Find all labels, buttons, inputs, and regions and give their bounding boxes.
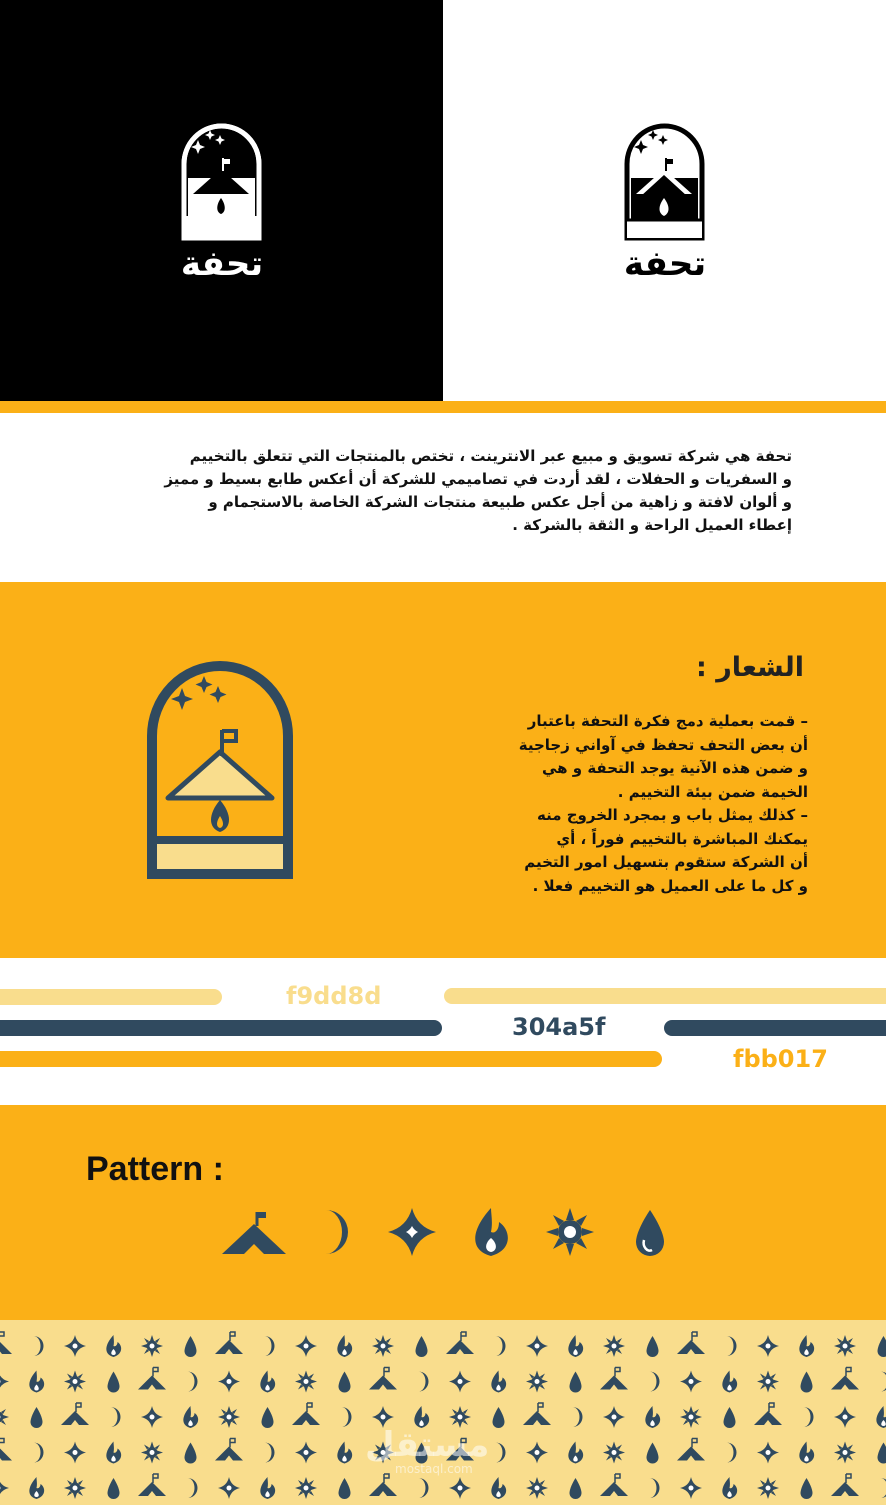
pattern-crescent-moon-icon (881, 1372, 886, 1392)
pattern-sun-icon (141, 1442, 163, 1464)
pattern-sparkle-star-icon (680, 1371, 702, 1393)
pattern-water-drop-icon (108, 1478, 120, 1499)
pattern-sun-icon (680, 1406, 702, 1428)
pattern-sparkle-star-icon (0, 1477, 9, 1499)
pattern-flame-icon (568, 1335, 583, 1357)
color-swatch-navy-right (664, 1020, 886, 1036)
pattern-sun-icon (141, 1335, 163, 1357)
water-drop-icon (636, 1210, 664, 1256)
brand-wordmark-black: تحفة (623, 244, 707, 284)
pattern-water-drop-icon (31, 1407, 43, 1428)
pattern-crescent-moon-icon (804, 1407, 814, 1427)
pattern-flame-icon (337, 1335, 352, 1357)
pattern-crescent-moon-icon (342, 1407, 352, 1427)
pattern-crescent-moon-icon (727, 1443, 737, 1463)
pattern-flame-icon (337, 1442, 352, 1464)
pattern-flame-icon (260, 1371, 275, 1393)
pattern-sun-icon (218, 1406, 240, 1428)
pattern-crescent-moon-icon (496, 1336, 506, 1356)
pattern-sun-icon (603, 1442, 625, 1464)
pattern-sparkle-star-icon (64, 1442, 86, 1464)
pattern-flame-icon (722, 1371, 737, 1393)
pattern-flame-icon (29, 1371, 44, 1393)
pattern-water-drop-icon (493, 1407, 505, 1428)
pattern-crescent-moon-icon (34, 1443, 44, 1463)
pattern-water-drop-icon (570, 1478, 582, 1499)
pattern-tent-icon (754, 1403, 782, 1425)
pattern-tile-background (0, 1320, 886, 1505)
logo-section-title: الشعار : (696, 652, 804, 683)
pattern-flame-icon (799, 1442, 814, 1464)
flame-icon (475, 1208, 508, 1256)
brand-wordmark-white: تحفة (180, 244, 264, 284)
pattern-water-drop-icon (647, 1336, 659, 1357)
intro-line: و ألوان لافتة و زاهية من أجل عكس طبيعة منتجات الشركة الخاصة بالاستجمام و (208, 493, 792, 511)
pattern-sparkle-star-icon (603, 1406, 625, 1428)
logo-desc-line: أن الشركة ستقوم بتسهيل امور التخيم (524, 853, 808, 871)
logo-emblem-white (180, 122, 263, 242)
pattern-tent-icon (215, 1332, 243, 1354)
pattern-sparkle-star-icon (0, 1371, 9, 1393)
pattern-crescent-moon-icon (265, 1443, 275, 1463)
pattern-crescent-moon-icon (650, 1372, 660, 1392)
logo-desc-line: و ضمن هذه الآنية يوجد التحفة و هي (541, 759, 808, 777)
pattern-sun-icon (834, 1335, 856, 1357)
intro-line: تحفة هي شركة تسويق و مبيع عبر الانترينت ، تختص بالمنتجات التي تتعلق بالتخييم (189, 447, 792, 465)
pattern-flame-icon (722, 1477, 737, 1499)
pattern-crescent-moon-icon (881, 1478, 886, 1498)
pattern-tent-icon (292, 1403, 320, 1425)
pattern-grid (0, 1332, 886, 1505)
intro-line: إعطاء العميل الراحة و الثقة بالشركة . (512, 516, 792, 534)
pattern-water-drop-icon (801, 1478, 813, 1499)
pattern-flame-icon (491, 1371, 506, 1393)
pattern-water-drop-icon (878, 1443, 886, 1464)
sparkle-star-icon (388, 1208, 436, 1256)
pattern-flame-icon (491, 1477, 506, 1499)
pattern-sparkle-star-icon (295, 1442, 317, 1464)
pattern-tent-icon (0, 1439, 12, 1461)
pattern-water-drop-icon (724, 1407, 736, 1428)
pattern-flame-icon (29, 1477, 44, 1499)
pattern-tile-svg (0, 1320, 886, 1505)
pattern-crescent-moon-icon (419, 1372, 429, 1392)
color-code-orange: fbb017 (733, 1045, 828, 1073)
pattern-tent-icon (831, 1474, 859, 1496)
pattern-tent-icon (831, 1368, 859, 1390)
pattern-tent-icon (369, 1368, 397, 1390)
color-swatch-light-right (444, 988, 886, 1004)
logo-desc-line: يمكنك المباشرة بالتخييم فوراً ، أي (556, 829, 808, 848)
pattern-sparkle-star-icon (141, 1406, 163, 1428)
pattern-sun-icon (757, 1477, 779, 1499)
pattern-section (0, 1105, 886, 1320)
pattern-crescent-moon-icon (650, 1478, 660, 1498)
pattern-sparkle-star-icon (526, 1442, 548, 1464)
pattern-tent-icon (215, 1439, 243, 1461)
logo-desc-line: الخيمة ضمن بيئة التخييم . (617, 782, 808, 801)
pattern-tent-icon (369, 1474, 397, 1496)
watermark-url: mostaql.com (395, 1462, 473, 1476)
pattern-sun-icon (295, 1477, 317, 1499)
pattern-flame-icon (260, 1477, 275, 1499)
pattern-sun-icon (64, 1477, 86, 1499)
logo-emblem-color (146, 660, 294, 880)
pattern-sun-icon (526, 1477, 548, 1499)
pattern-sun-icon (526, 1371, 548, 1393)
pattern-crescent-moon-icon (111, 1407, 121, 1427)
pattern-sparkle-star-icon (64, 1335, 86, 1357)
color-code-light: f9dd8d (286, 982, 382, 1010)
pattern-water-drop-icon (878, 1336, 886, 1357)
pattern-tent-icon (677, 1332, 705, 1354)
pattern-icon-row (0, 1200, 886, 1270)
logo-description (440, 710, 808, 898)
pattern-sparkle-star-icon (680, 1477, 702, 1499)
pattern-tent-icon (138, 1474, 166, 1496)
logo-desc-line: و كل ما على العميل هو التخييم فعلا . (532, 876, 808, 895)
pattern-crescent-moon-icon (496, 1443, 506, 1463)
pattern-water-drop-icon (185, 1443, 197, 1464)
pattern-sparkle-star-icon (757, 1335, 779, 1357)
logo-section (0, 582, 886, 958)
pattern-flame-icon (645, 1406, 660, 1428)
pattern-flame-icon (876, 1406, 886, 1428)
pattern-water-drop-icon (339, 1372, 351, 1393)
pattern-tent-icon (446, 1332, 474, 1354)
orange-divider (0, 401, 886, 413)
pattern-water-drop-icon (262, 1407, 274, 1428)
logo-emblem-black (623, 122, 706, 242)
pattern-flame-icon (106, 1442, 121, 1464)
logo-dark-panel (0, 0, 443, 401)
pattern-tent-icon (600, 1474, 628, 1496)
pattern-crescent-moon-icon (573, 1407, 583, 1427)
pattern-crescent-moon-icon (727, 1336, 737, 1356)
pattern-tent-icon (600, 1368, 628, 1390)
pattern-sun-icon (372, 1335, 394, 1357)
pattern-title: Pattern : (86, 1150, 224, 1188)
pattern-crescent-moon-icon (188, 1372, 198, 1392)
pattern-tent-icon (61, 1403, 89, 1425)
pattern-water-drop-icon (416, 1336, 428, 1357)
pattern-sparkle-star-icon (218, 1371, 240, 1393)
color-code-navy: 304a5f (512, 1013, 606, 1041)
pattern-tent-icon (0, 1332, 12, 1354)
pattern-sparkle-star-icon (295, 1335, 317, 1357)
logo-desc-line: أن بعض التحف تحفظ في آواني زجاجية (518, 735, 808, 754)
pattern-sparkle-star-icon (449, 1371, 471, 1393)
pattern-crescent-moon-icon (188, 1478, 198, 1498)
pattern-water-drop-icon (801, 1372, 813, 1393)
pattern-crescent-moon-icon (265, 1336, 275, 1356)
pattern-sparkle-star-icon (526, 1335, 548, 1357)
pattern-sun-icon (0, 1406, 9, 1428)
watermark-logo: مستقل (365, 1425, 490, 1465)
pattern-flame-icon (183, 1406, 198, 1428)
pattern-sparkle-star-icon (757, 1442, 779, 1464)
pattern-tent-icon (138, 1368, 166, 1390)
pattern-water-drop-icon (570, 1372, 582, 1393)
color-swatch-orange (0, 1051, 662, 1067)
color-swatch-light-left (0, 989, 222, 1005)
logo-desc-line: – كذلك يمثل باب و بمجرد الخروج منه (537, 806, 808, 824)
pattern-crescent-moon-icon (419, 1478, 429, 1498)
pattern-flame-icon (106, 1335, 121, 1357)
pattern-crescent-moon-icon (34, 1336, 44, 1356)
pattern-sun-icon (834, 1442, 856, 1464)
pattern-water-drop-icon (108, 1372, 120, 1393)
logo-light-panel (443, 0, 886, 401)
pattern-flame-icon (568, 1442, 583, 1464)
crescent-moon-icon (326, 1210, 348, 1254)
pattern-tent-icon (523, 1403, 551, 1425)
intro-line: و السفريات و الحفلات ، لقد أردت في تصاميمي للشركة أن أعكس طابع بسيط و مميز (164, 470, 792, 488)
pattern-flame-icon (799, 1335, 814, 1357)
pattern-water-drop-icon (339, 1478, 351, 1499)
pattern-sparkle-star-icon (449, 1477, 471, 1499)
sun-icon (546, 1208, 594, 1256)
color-swatch-navy-left (0, 1020, 442, 1036)
pattern-sparkle-star-icon (218, 1477, 240, 1499)
pattern-sun-icon (64, 1371, 86, 1393)
brand-description (70, 445, 792, 537)
logo-desc-line: – قمت بعملية دمج فكرة التحفة باعتبار (527, 712, 808, 730)
pattern-water-drop-icon (647, 1443, 659, 1464)
pattern-sun-icon (603, 1335, 625, 1357)
pattern-sun-icon (757, 1371, 779, 1393)
pattern-tent-icon (677, 1439, 705, 1461)
pattern-sparkle-star-icon (834, 1406, 856, 1428)
pattern-water-drop-icon (185, 1336, 197, 1357)
pattern-sun-icon (295, 1371, 317, 1393)
tent-icon (222, 1212, 286, 1254)
